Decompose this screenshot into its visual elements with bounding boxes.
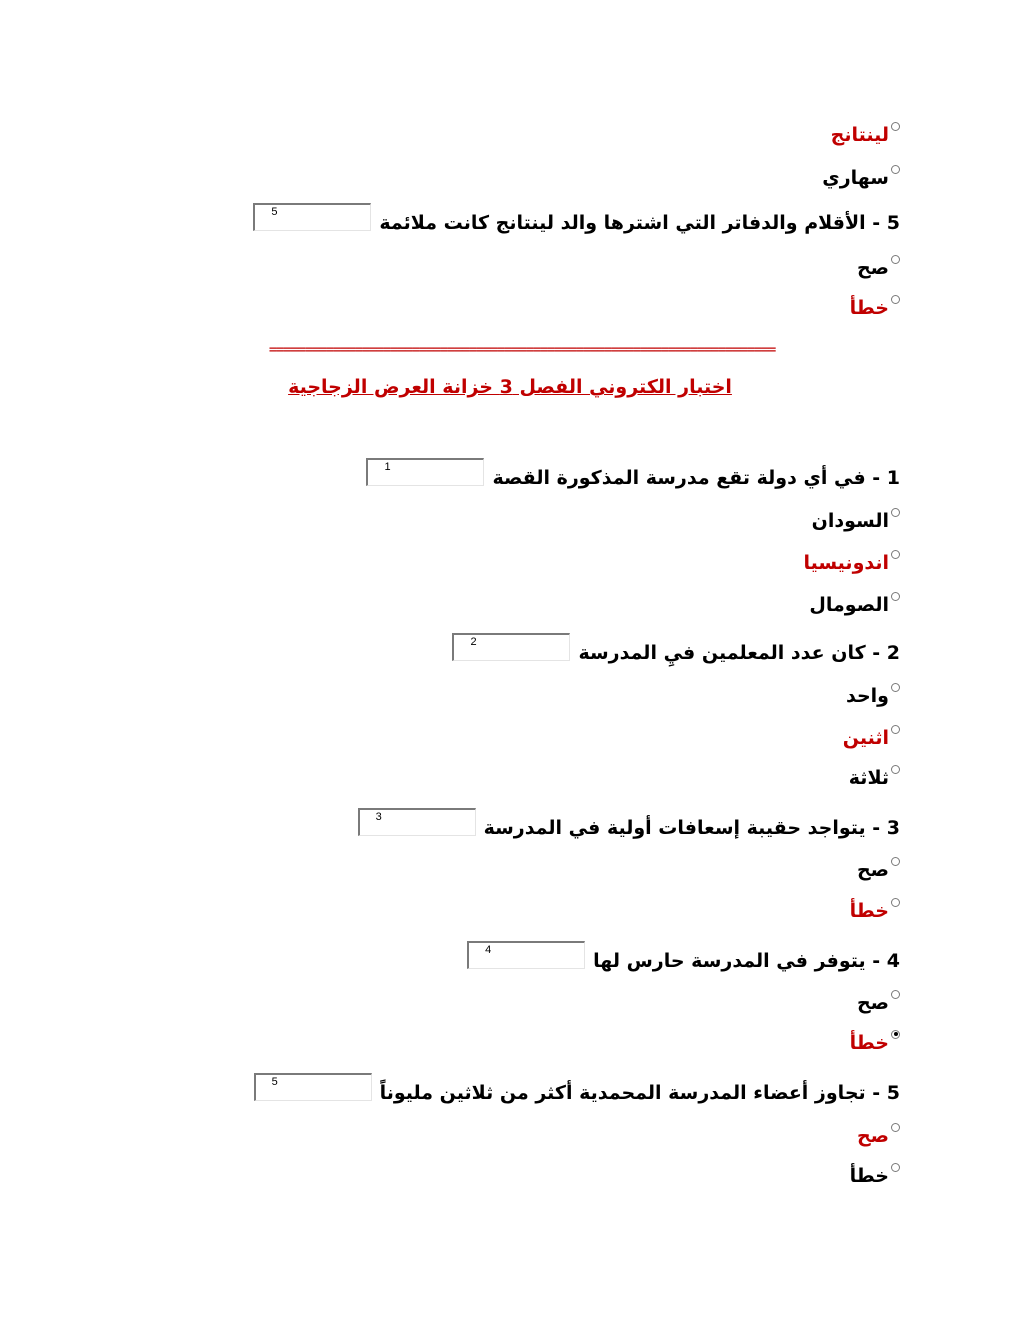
option-label: خطأ [849, 1032, 889, 1054]
option-label: السودان [811, 510, 889, 532]
option-row [831, 122, 900, 148]
radio-button[interactable] [891, 1123, 900, 1132]
radio-button-selected[interactable] [891, 1030, 900, 1039]
option-label: الصومال [809, 594, 889, 616]
option-label: سهاري [822, 167, 889, 189]
radio-button[interactable] [891, 683, 900, 692]
question-row [358, 811, 900, 841]
option-row [843, 725, 900, 751]
option-label: صح [856, 257, 889, 279]
option-row [850, 1163, 900, 1189]
radio-button[interactable] [891, 1163, 900, 1172]
answer-box[interactable]: 2 [452, 633, 570, 661]
option-label: خطأ [849, 900, 889, 922]
radio-button[interactable] [891, 295, 900, 304]
option-row [850, 898, 900, 924]
answer-box[interactable]: 4 [467, 941, 585, 969]
radio-button[interactable] [891, 122, 900, 131]
radio-button[interactable] [891, 725, 900, 734]
option-row [849, 765, 900, 791]
radio-button[interactable] [891, 165, 900, 174]
option-row [850, 1030, 900, 1056]
option-row [809, 592, 900, 618]
option-label: واحد [846, 685, 889, 707]
option-row [803, 550, 900, 576]
question-text: 4 - يتوفر في المدرسة حارس لها [593, 950, 900, 972]
radio-button[interactable] [891, 255, 900, 264]
radio-button[interactable] [891, 765, 900, 774]
option-label: ثلاثة [848, 767, 889, 789]
option-label: اثنين [842, 727, 889, 749]
radio-button[interactable] [891, 550, 900, 559]
question-row [366, 461, 900, 491]
option-row [857, 990, 900, 1016]
radio-button[interactable] [891, 990, 900, 999]
question-text: 3 - يتواجد حقيبة إسعافات أولية في المدرسة [483, 817, 900, 839]
option-row [846, 683, 900, 709]
question-text: 5 - الأقلام والدفاتر التي اشترها والد لينتانج كانت ملائمة [379, 212, 900, 234]
question-text: 2 - كان عدد المعلمين فيِ المدرسة [578, 642, 900, 664]
quiz-title: اختبار الكتروني الفصل 3 خزانة العرض الزجاجية [288, 376, 732, 398]
question-row [452, 636, 900, 666]
radio-button[interactable] [891, 592, 900, 601]
option-row [850, 295, 900, 321]
option-label: صح [856, 859, 889, 881]
option-label: صح [856, 1125, 889, 1147]
option-row [857, 1123, 900, 1149]
question-row [467, 944, 900, 974]
radio-button[interactable] [891, 508, 900, 517]
question-text: 5 - تجاوز أعضاء المدرسة المحمدية أكثر من ثلاثين مليوناً [379, 1082, 900, 1104]
option-label: خطأ [849, 1165, 889, 1187]
option-label: خطأ [849, 297, 889, 319]
option-row [857, 255, 900, 281]
radio-button[interactable] [891, 898, 900, 907]
option-label: لينتانج [830, 124, 889, 146]
question-text: 1 - في أي دولة تقع مدرسة المذكورة القصة [492, 467, 900, 489]
option-row [812, 508, 900, 534]
option-row [822, 165, 900, 191]
answer-box[interactable]: 5 [254, 1073, 372, 1101]
question-row [253, 206, 900, 236]
radio-button[interactable] [891, 857, 900, 866]
answer-box[interactable]: 1 [366, 458, 484, 486]
option-label: صح [856, 992, 889, 1014]
option-label: اندونيسيا [803, 552, 889, 574]
option-row [857, 857, 900, 883]
question-row [254, 1076, 900, 1106]
separator-line: ======================================================================= [268, 342, 776, 358]
answer-box[interactable]: 3 [358, 808, 476, 836]
answer-box[interactable]: 5 [253, 203, 371, 231]
